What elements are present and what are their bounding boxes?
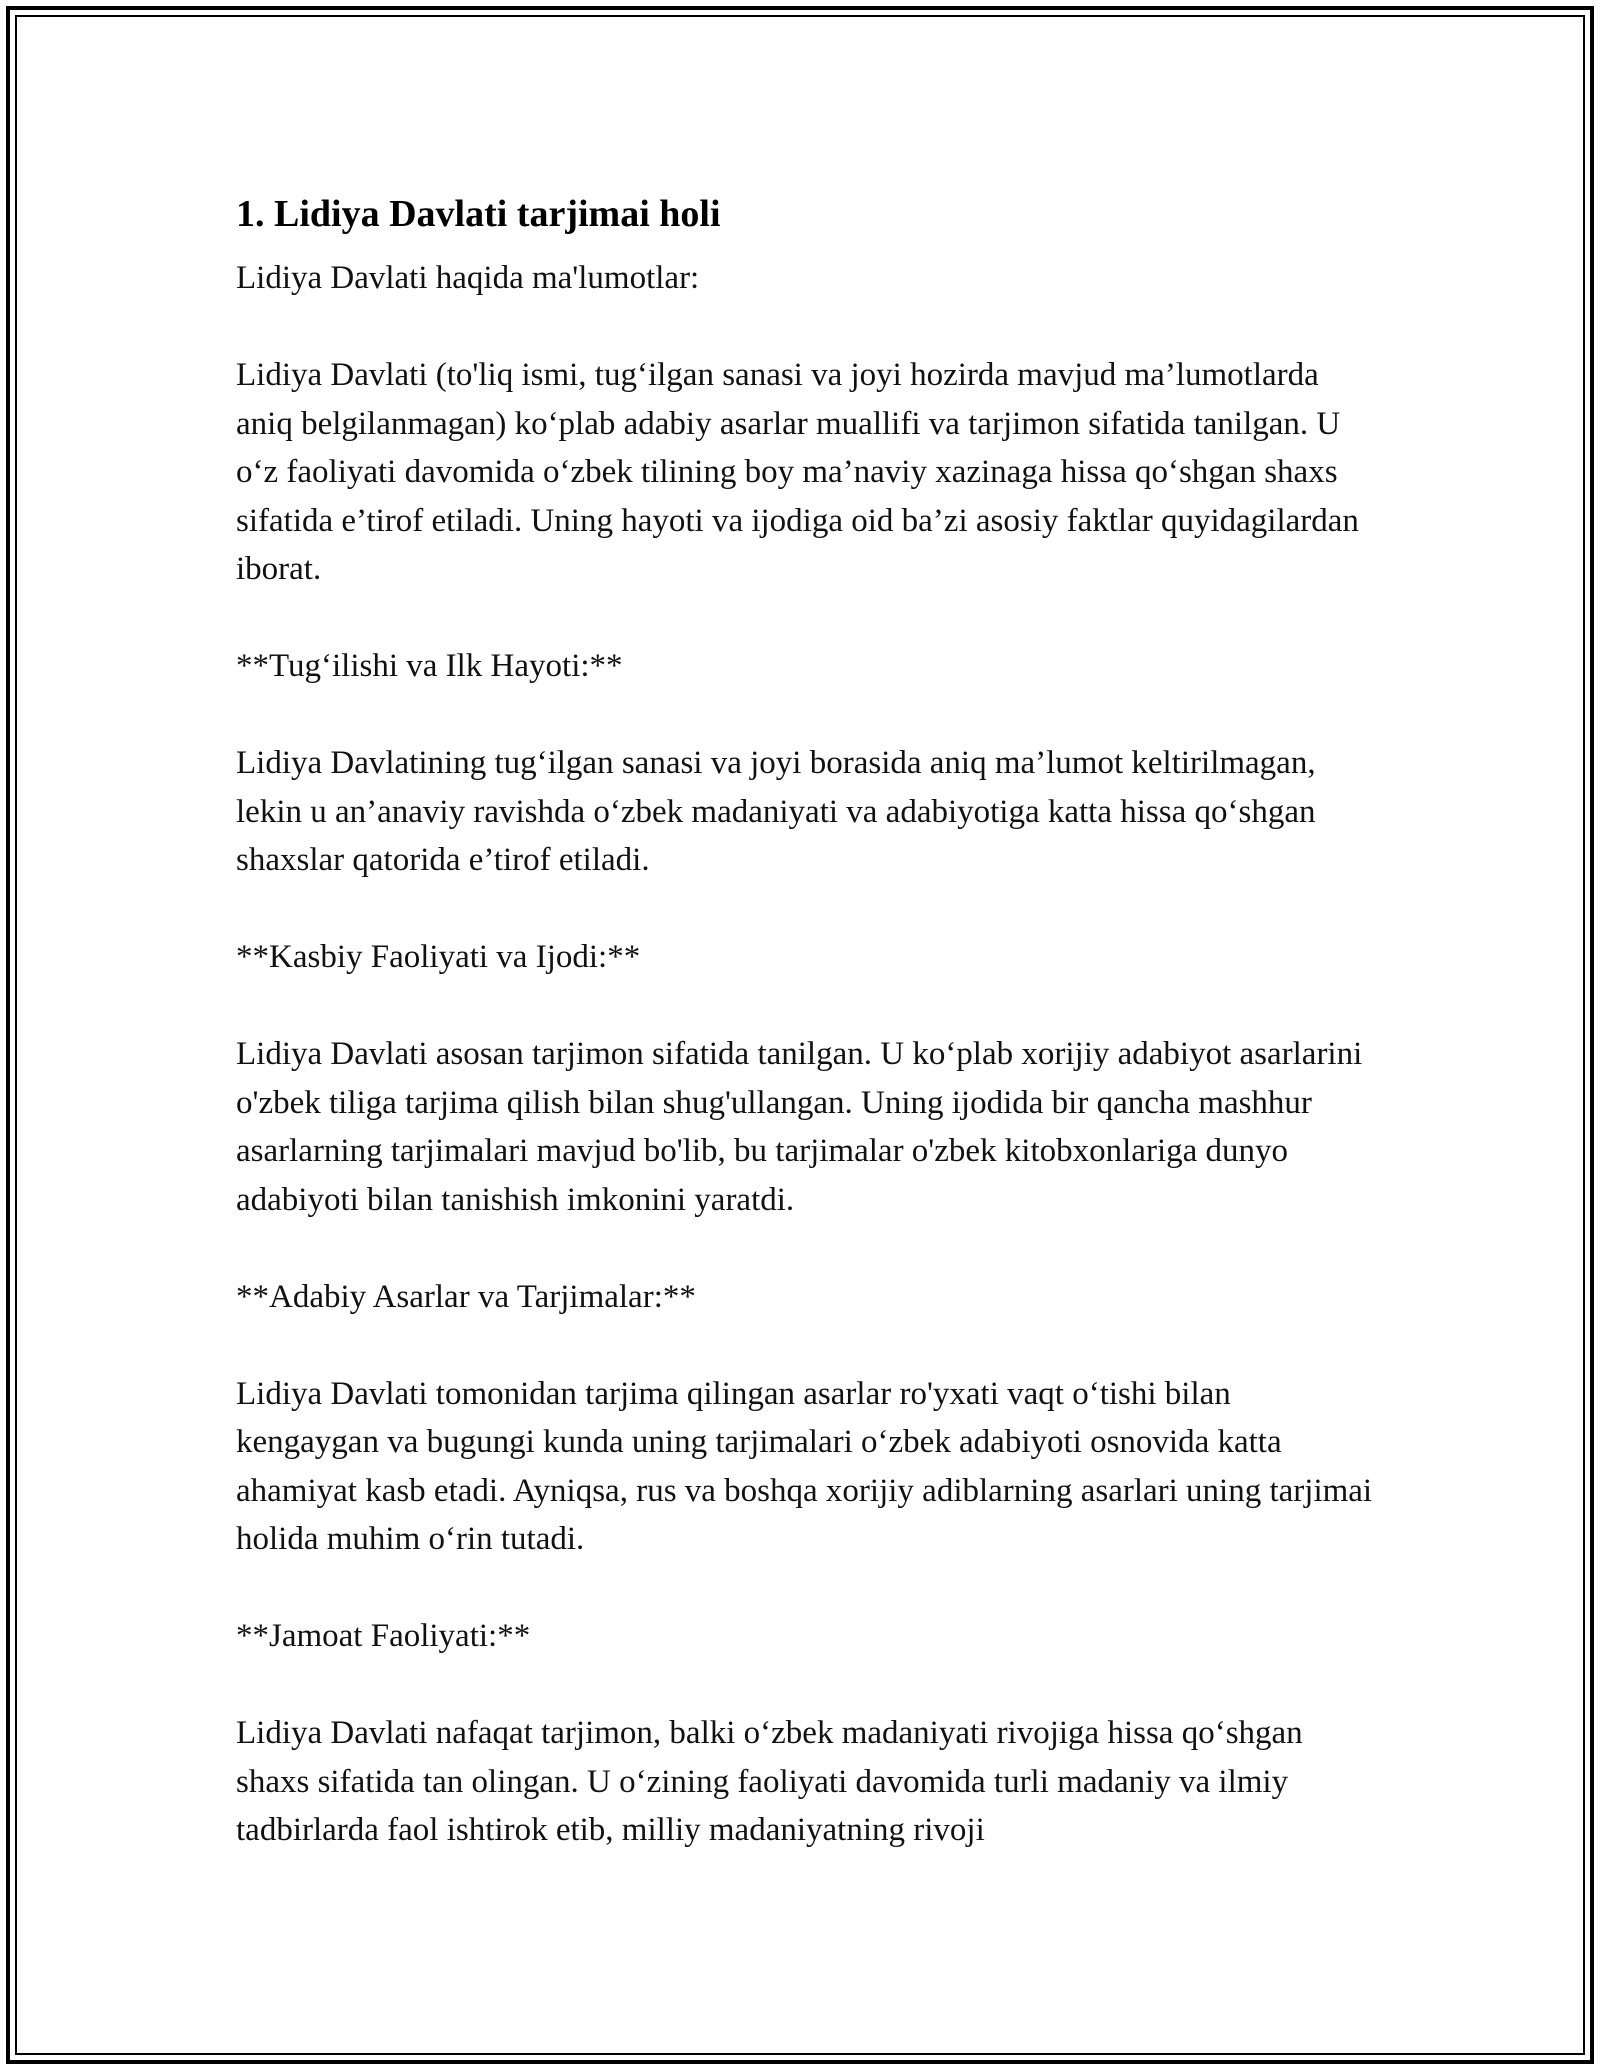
section-heading-birth: **Tug‘ilishi va Ilk Hayoti:** — [236, 648, 623, 684]
section-heading-public: **Jamoat Faoliyati:** — [236, 1618, 531, 1654]
paragraph-birth: Lidiya Davlatining tug‘ilgan sanasi va joyi borasida aniq ma’lumot keltirilmagan, lekin u an’anaviy ravishda o‘zbek madaniyati va adabiyotiga katta hissa qo‘shgan shaxslar qatorida e’tirof etiladi. — [236, 745, 1316, 878]
paragraph-career: Lidiya Davlati asosan tarjimon sifatida tanilgan. U ko‘plab xorijiy adabiyot asarlarini o'zbek tiliga tarjima qilish bilan shug'ullangan. Uning ijodida bir qancha mashhur asarlarning tarjimalari mavjud bo'lib, bu tarjimalar o'zbek kitobxonlariga dunyo adabiyoti bilan tanishish imkonini yaratdi. — [236, 1036, 1363, 1218]
paragraph-intro: Lidiya Davlati haqida ma'lumotlar: — [236, 260, 700, 296]
paragraph-public: Lidiya Davlati nafaqat tarjimon, balki o‘zbek madaniyati rivojiga hissa qo‘shgan shaxs sifatida tan olingan. U o‘zining faoliyati davomida turli madaniy va ilmiy tadbirlarda faol ishtirok etib, milliy madaniyatning rivoji — [236, 1715, 1303, 1848]
section-heading-career: **Kasbiy Faoliyati va Ijodi:** — [236, 939, 641, 975]
paragraph-works: Lidiya Davlati tomonidan tarjima qilingan asarlar ro'yxati vaqt o‘tishi bilan kengaygan va bugungi kunda uning tarjimalari o‘zbek adabiyoti osnovida katta ahamiyat kasb etadi. Ayniqsa, rus va boshqa xorijiy adiblarning asarlari uning tarjimai holida muhim o‘rin tutadi. — [236, 1375, 1373, 1557]
paragraph-overview: Lidiya Davlati (to'liq ismi, tug‘ilgan sanasi va joyi hozirda mavjud ma’lumotlarda aniq belgilanmagan) ko‘plab adabiy asarlar muallifi va tarjimon sifatida tanilgan. U o‘z faoliyati davomida o‘zbek tilining boy ma’naviy xazinaga hissa qo‘shgan shaxs sifatida e’tirof etiladi. Uning hayoti va ijodiga oid ba’zi asosiy faktlar quyidagilardan iborat. — [236, 357, 1359, 587]
section-heading-works: **Adabiy Asarlar va Tarjimalar:** — [236, 1278, 696, 1315]
document-title: 1. Lidiya Davlati tarjimai holi — [236, 193, 721, 235]
document-body — [236, 188, 1376, 1903]
